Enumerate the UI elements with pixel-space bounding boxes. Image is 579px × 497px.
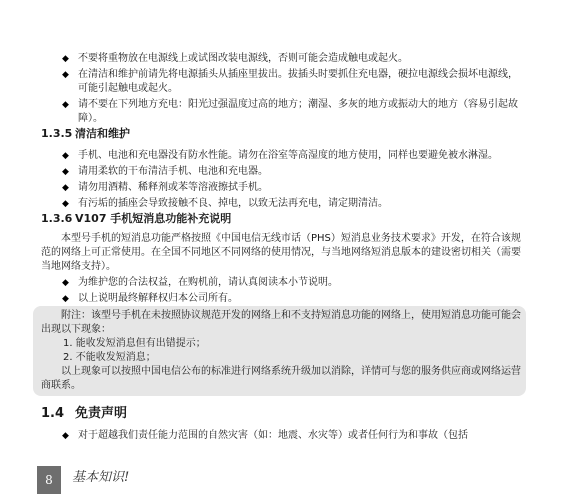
diamond-bullet-icon: ◆: [62, 54, 69, 64]
diamond-bullet-icon: ◆: [62, 183, 69, 193]
list-item: ◆ 手机、电池和充电器没有防水性能。请勿在浴室等高湿度的地方使用，同样也要避免被水淋湿。: [62, 150, 498, 161]
sms-description-paragraph: 本型号手机的短消息功能严格按照《中国电信无线市话（PHS）短消息业务技术要求》开发，在符合该规范的网络上可正常使用。在全国不同地区不同网络的使用情况，与当地网络短消息版本的建设密切相关（需要当地网络支持）。: [41, 233, 521, 272]
safety-bullet-list: [62, 52, 524, 128]
section-heading-1-3-5: 1.3.5 清洁和维护: [41, 127, 130, 140]
diamond-bullet-icon: ◆: [62, 278, 69, 288]
list-item: ◆ 不要将重物放在电源线上或试图改装电源线，否则可能会造成触电或起火。: [62, 53, 408, 64]
diamond-bullet-icon: ◆: [62, 151, 69, 161]
list-item: ◆ 对于超越我们责任能力范围的自然灾害（如：地震、水灾等）或者任何行为和事故（包括: [62, 430, 468, 441]
diamond-bullet-icon: ◆: [62, 100, 69, 110]
diamond-bullet-icon: ◆: [62, 167, 69, 177]
sms-bullet-list: [62, 276, 524, 308]
note-intro: 附注：该型号手机在未按照协议规范开发的网络上和不支持短消息功能的网络上，使用短消息功能可能会出现以下现象：: [41, 310, 521, 335]
note-item: 2. 不能收发短消息；: [63, 352, 156, 363]
list-item: ◆ 请勿用酒精、稀释剂或苯等溶液擦拭手机。: [62, 182, 268, 193]
diamond-bullet-icon: ◆: [62, 431, 69, 441]
note-outro: 以上现象可以按照中国电信公布的标准进行网络系统升级加以消除，详情可与您的服务供应商或网络运营商联系。: [41, 366, 521, 391]
cleaning-bullet-list: [62, 149, 524, 213]
list-item: ◆ 请用柔软的干布清洁手机、电池和充电器。: [62, 166, 268, 177]
list-item: ◆ 请不要在下列地方充电：阳光过强温度过高的地方；潮湿、多灰的地方或振动大的地方（容易引起故障）。: [62, 99, 518, 124]
note-text: [41, 309, 521, 393]
list-item: ◆ 有污垢的插座会导致接触不良、掉电，以致无法再充电，请定期清洁。: [62, 198, 388, 209]
disclaimer-bullet-list: [62, 429, 524, 445]
running-title: 基本知识!: [72, 470, 130, 485]
diamond-bullet-icon: ◆: [62, 70, 69, 80]
diamond-bullet-icon: ◆: [62, 199, 69, 209]
list-item: ◆ 为维护您的合法权益，在购机前，请认真阅读本小节说明。: [62, 277, 338, 288]
page-number: 8: [37, 466, 61, 494]
section-heading-1-3-6: 1.3.6 V107 手机短消息功能补充说明: [41, 212, 232, 225]
diamond-bullet-icon: ◆: [62, 294, 69, 304]
note-item: 1. 能收发短消息但有出错提示；: [63, 338, 206, 349]
list-item: ◆ 以上说明最终解释权归本公司所有。: [62, 293, 238, 304]
section-heading-1-4: 1.4 免责声明: [41, 406, 128, 421]
list-item: ◆ 在清洁和维护前请先将电源插头从插座里拔出。拔插头时要抓住充电器，硬拉电源线会损坏电源线，可能引起触电或起火。: [62, 69, 518, 94]
